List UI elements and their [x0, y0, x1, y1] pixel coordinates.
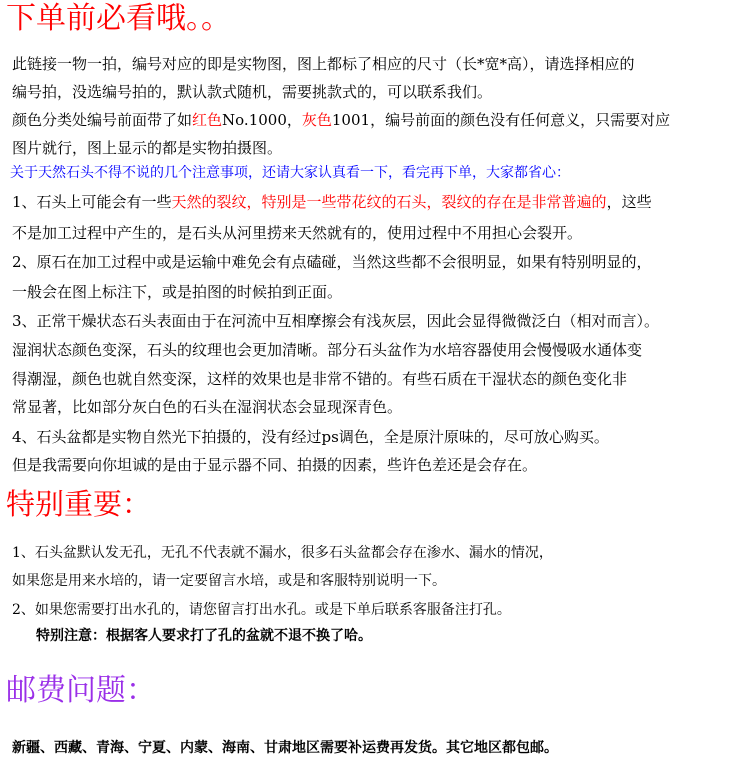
point-3-line-2: 湿润状态颜色变深，石头的纹理也会更加清晰。部分石头盆作为水培容器使用会慢慢吸水通体变 — [12, 341, 643, 359]
postage-text: 新疆、西藏、青海、宁夏、内蒙、海南、甘肃地区需要补运费再发货。其它地区都包邮。 — [12, 740, 558, 756]
intro-line-3-b: No.1000， — [222, 111, 302, 129]
point-3-line-4: 常显著，比如部分灰白色的石头在湿润状态会显现深青色。 — [12, 398, 403, 416]
point-1-a: 1、石头上可能会有一些 — [12, 193, 172, 211]
color-example-red: 红色 — [192, 111, 223, 129]
important-note: 特别注意：根据客人要求打了孔的盆就不退不换了哈。 — [36, 628, 372, 644]
intro-line-3-c: 1001，编号前面的颜色没有任何意义，只需要对应 — [331, 111, 671, 129]
point-2-line-1: 2、原石在加工过程中或是运输中难免会有点磕碰，当然这些都不会很明显，如果有特别明显的， — [12, 253, 652, 271]
point-4-line-2: 但是我需要向你坦诚的是由于显示器不同、拍摄的因素，些许色差还是会存在。 — [12, 456, 538, 474]
important-1-line-1: 1、石头盆默认发无孔，无孔不代表就不漏水，很多石头盆都会存在渗水、漏水的情况， — [12, 545, 553, 561]
point-3-line-3: 得潮湿，颜色也就自然变深，这样的效果也是非常不错的。有些石质在干湿状态的颜色变化非 — [12, 370, 628, 388]
intro-line-4: 图片就行，图上显示的都是实物拍摄图。 — [12, 139, 283, 157]
point-1-line-2: 不是加工过程中产生的，是石头从河里捞来天然就有的，使用过程中不用担心会裂开。 — [12, 224, 583, 242]
important-2-line-1: 2、如果您需要打出水孔的，请您留言打出水孔。或是下单后联系客服备注打孔。 — [12, 602, 511, 618]
point-1-highlight: 天然的裂纹，特别是一些带花纹的石头，裂纹的存在是非常普遍的 — [171, 193, 607, 211]
intro-line-3-a: 颜色分类处编号前面带了如 — [12, 111, 193, 129]
point-3-line-1: 3、正常干燥状态石头表面由于在河流中互相摩擦会有浅灰层，因此会显得微微泛白（相对而言）。 — [12, 312, 660, 330]
point-1-line-1 — [12, 192, 652, 212]
point-2-line-2: 一般会在图上标注下，或是拍图的时候拍到正面。 — [12, 283, 343, 301]
notice-heading: 关于天然石头不得不说的几个注意事项，还请大家认真看一下，看完再下单，大家都省心： — [10, 165, 570, 181]
intro-line-1: 此链接一物一拍，编号对应的即是实物图，图上都标了相应的尺寸（长*宽*高），请选择相应的 — [12, 55, 635, 73]
point-4-line-1: 4、石头盆都是实物自然光下拍摄的，没有经过ps调色，全是原汁原味的，尽可放心购买。 — [12, 428, 609, 446]
important-1-line-2: 如果您是用来水培的，请一定要留言水培，或是和客服特别说明一下。 — [12, 573, 446, 589]
color-example-gray: 灰色 — [301, 111, 332, 129]
point-1-b: ，这些 — [606, 193, 652, 211]
page-title: 下单前必看哦。。 — [6, 1, 231, 36]
intro-line-3 — [12, 110, 670, 130]
postage-heading: 邮费问题： — [6, 673, 156, 708]
important-heading: 特别重要： — [6, 487, 152, 521]
intro-line-2: 编号拍，没选编号拍的，默认款式随机，需要挑款式的，可以联系我们。 — [12, 83, 493, 101]
